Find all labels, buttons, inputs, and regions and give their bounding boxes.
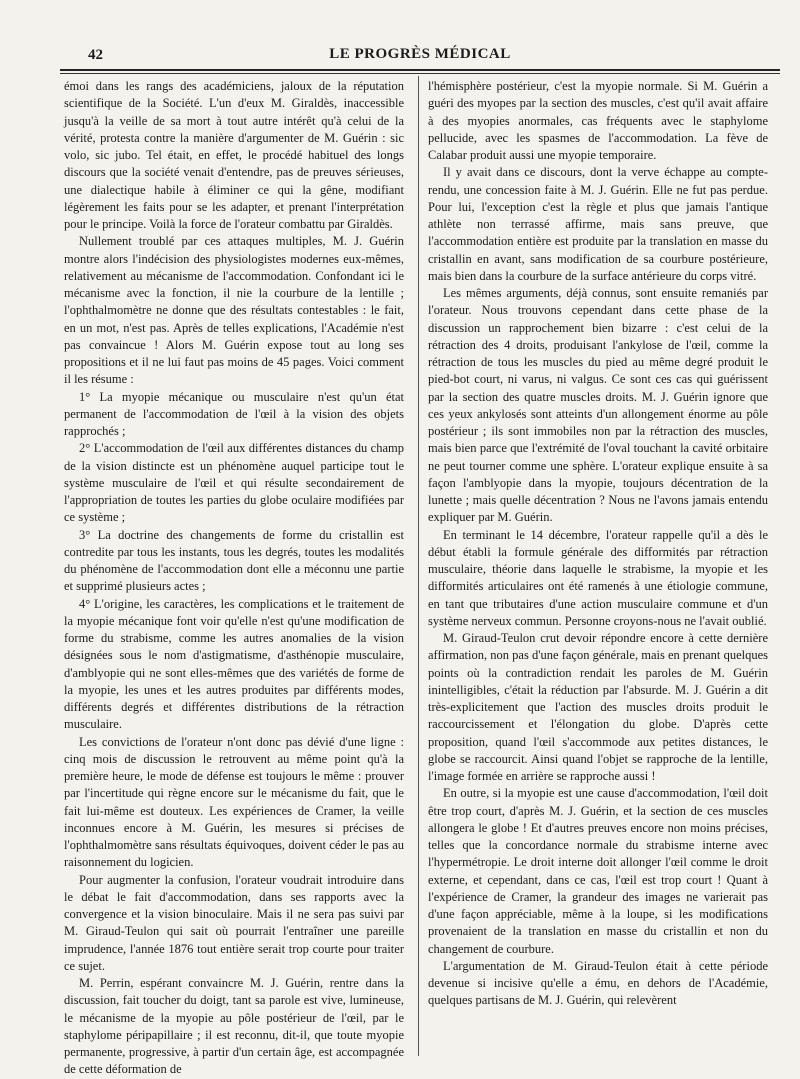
page-header	[60, 44, 780, 68]
paragraph: En outre, si la myopie est une cause d'accommodation, l'œil doit être trop court, d'après M. J. Guérin, et la section de ces muscles allongera le globe ! Et d'autres preuves encore non moins précises, telles que la concordance normale du strabisme interne avec l'hypermétropie. Le droit interne doit allonger l'œil comme le droit externe, et cependant, dans ce cas, l'œil est trop court ! Quant à l'expérience de Cramer, la grandeur des images ne varierait pas d'une façon appréciable, même à la loupe, si les modifications provenaient de la translation en masse du cristallin et non du changement de courbure.	[428, 786, 768, 956]
paragraph: l'hémisphère postérieur, c'est la myopie normale. Si M. Guérin a guéri des myopes par la section des muscles, c'est qu'il avait affaire à des myopies anormales, cas fréquents avec le staphylome pellucide, avec les spasmes de l'accommodation. La fève de Calabar produit aussi une myopie temporaire.	[428, 79, 768, 162]
paragraph: M. Giraud-Teulon crut devoir répondre encore à cette dernière affirmation, non pas d'une façon générale, mais en prenant quelques points où la contradiction rendait les paroles de M. Guérin inintelligibles, c'était la réduction par l'absurde. M. J. Guérin a dit très-explicitement que l'action des muscles droits produit le raccourcissement et l'élongation du globe. D'après cette proposition, quand l'œil s'accommode aux petites distances, le globe se raccourcit. Ainsi quand l'objet se rapproche de la lentille, l'image formée en arrière se rapproche aussi !	[428, 631, 768, 783]
paragraph: Nullement troublé par ces attaques multiples, M. J. Guérin montre alors l'indécision des physiologistes modernes eux-mêmes, relativement au mécanisme de l'accommodation. Confondant ici le mécanisme avec la fonction, il nie la courbure de la lentille ; l'ophthalmomètre ne donne que des résultats contestables : le fait, en un mot, n'est pas. Après de telles explications, l'Académie n'est pas convaincue ! Alors M. Guérin expose tout au long ses propositions et il ne lui faut pas moins de 45 pages. Voici comment il les résume :	[64, 234, 404, 387]
right-column	[428, 78, 768, 1058]
paragraph: Les convictions de l'orateur n'ont donc pas dévié d'une ligne : cinq mois de discussion le retrouvent au même point qu'à la première heure, le mode de défense est toujours le même : prouver par l'incertitude qui règne encore sur le mécanisme du fait, que le fait lui-même est douteux. Les expériences de Cramer, la veille inconnues encore à M. Guérin, les mesures si précises de l'ophthalmomètre sans résultats équivoques, doivent céder le pas au raisonnement du logicien.	[64, 734, 404, 870]
paragraph: 3° La doctrine des changements de forme du cristallin est contredite par tous les instants, tous les degrés, toutes les modalités du phénomène de l'accommodation dont elle a méconnu une partie et supprimé plusieurs actes ;	[64, 527, 404, 594]
journal-title: LE PROGRÈS MÉDICAL	[329, 46, 511, 62]
column-divider	[418, 76, 419, 1056]
paragraph: Il y avait dans ce discours, dont la verve échappe au compte-rendu, une concession faite à M. J. Guérin. Elle ne fut pas perdue. Pour lui, l'exception c'est la règle et plus que jamais l'antique athlète non terrassé affirme, mais sans preuve, que l'accommodation entière est produite par la translation en masse du cristallin en avant, sans modification de sa courbure postérieure, mais bien dans la courbure de la surface antérieure du corps vitré.	[428, 165, 768, 283]
paragraph: Pour augmenter la confusion, l'orateur voudrait introduire dans le débat le fait d'accommodation, dans ses rapports avec la convergence et la vision binoculaire. Mais il ne sera pas suivi par M. Giraud-Teulon qui sait où pourrait l'entraîner une pareille imprudence, l'année 1876 tout entière serait trop courte pour traiter ce sujet.	[64, 872, 404, 973]
page-number: 42	[88, 47, 103, 63]
paragraph: En terminant le 14 décembre, l'orateur rappelle qu'il a dès le début établi la formule générale des difformités par rétraction musculaire, théorie dans laquelle le strabisme, la myopie et les difformités articulaires ont été ramenés à une étiologie commune, en tant que tributaires d'une action musculaire commune et d'un système nerveux commun. Personne croyons-nous ne l'avait oublié.	[428, 527, 768, 628]
paragraph: émoi dans les rangs des académiciens, jaloux de la réputation scientifique de la Société. L'un d'eux M. Giraldès, inaccessible jusqu'à la veille de sa mort à tout autre intérêt qu'à celui de la vérité, protesta contre la manière d'argumenter de M. Guérin : sic volo, sic jubo. Tel était, en effet, le procédé habituel des longs discours que la société venait d'entendre, pas de preuves sérieuses, une dialectique habile à éliminer ce qui la gêne, modifiant légèrement les faits pour se les adapter, et prenant l'interprétation pour le principe. Voilà la force de l'orateur combattu par Giraldès.	[64, 79, 404, 231]
paragraph: M. Perrin, espérant convaincre M. J. Guérin, rentre dans la discussion, fait toucher du doigt, tant sa parole est vive, lumineuse, le mécanisme de la myopie au pôle postérieur de l'œil, par le staphylome péripapillaire ; il est reconnu, dit-il, que toute myopie permanente, progressive, à partir d'un certain âge, est accompagnée de cette déformation de	[64, 976, 404, 1077]
header-rule-thick	[60, 69, 780, 71]
paragraph: 1° La myopie mécanique ou musculaire n'est qu'un état permanent de l'accommodation de l'œil à la vision des objets rapprochés ;	[64, 389, 404, 438]
paragraph: 2° L'accommodation de l'œil aux différentes distances du champ de la vision distincte est un phénomène auquel participe tout le système musculaire de l'œil et qui résulte secondairement de l'appropriation de toutes les parties du globe oculaire modifiées par ce système ;	[64, 441, 404, 525]
left-column	[64, 78, 404, 1077]
paragraph: Les mêmes arguments, déjà connus, sont ensuite remaniés par l'orateur. Nous trouvons cependant dans cette phase de la discussion un rapprochement bien bizarre : c'est celui de la rétraction des 4 droits, produisant l'ankylose de l'œil, comme la rétraction de tous les muscles du pied au même degré produit le pied-bot court, ni varus, ni valgus. Ce sont ces cas qui guérissent par la section des quatre muscles droits. M. J. Guérin ignore que ces yeux ankylosés sont atteints d'un allongement énorme au pôle postérieur ; ils sont immobiles non par la rétraction des muscles, mais bien parce que l'extrémité de l'oval touchant la cavité orbitaire ne peut tourner comme une sphère. L'orateur explique ensuite à sa façon l'amblyopie dans la myopie, toujours décentration de la lunette ; mais quelle décentration ? Nous ne l'avons jamais entendu expliquer par M. Guérin.	[428, 286, 768, 525]
paragraph: 4° L'origine, les caractères, les complications et le traitement de la myopie mécanique font voir qu'elle n'est qu'une modification de forme du strabisme, comme les autres anomalies de la vision désignées sous le nom d'astigmatisme, d'asthénopie musculaire, d'amblyopie qui ne sont elles-mêmes que des variétés de forme de la myopie, les unes et les autres produites par différents modes, différents degrés et différentes distributions de la rétraction musculaire.	[64, 596, 404, 732]
paragraph: L'argumentation de M. Giraud-Teulon était à cette période devenue si incisive qu'elle a ému, en dehors de l'Académie, quelques partisans de M. J. Guérin, qui relevèrent	[428, 958, 768, 1008]
header-rule-thin	[60, 73, 780, 74]
